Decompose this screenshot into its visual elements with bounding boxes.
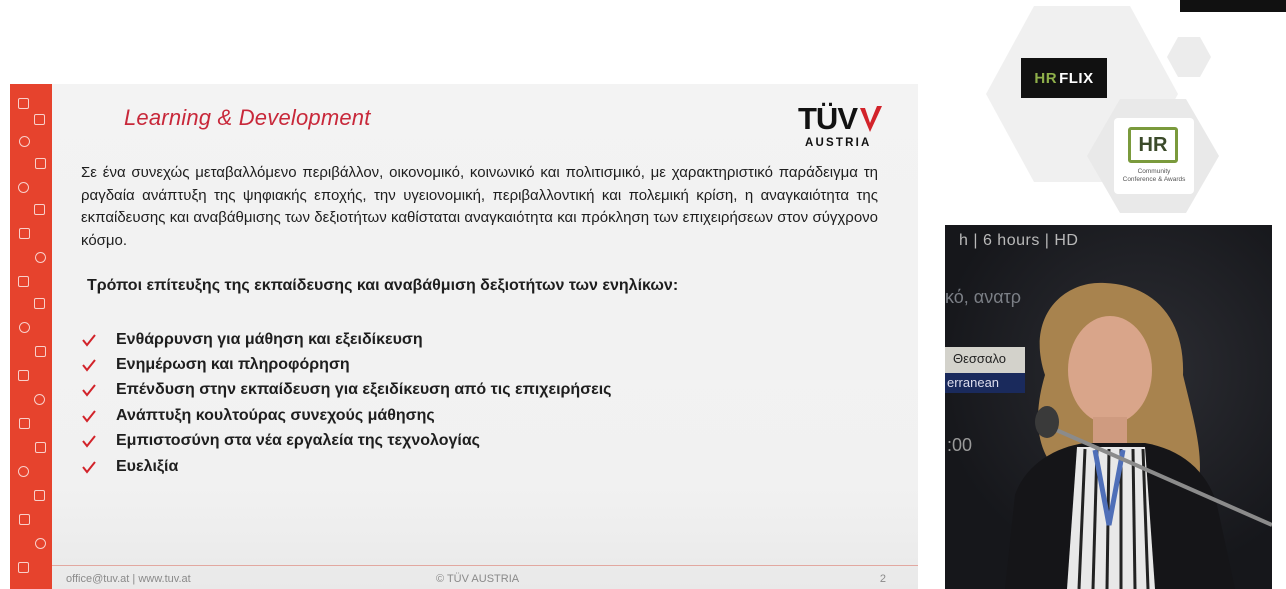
footer-contact: office@tuv.at | www.tuv.at	[66, 573, 191, 585]
strip-pattern-icon	[18, 98, 29, 109]
slide-title: Learning & Development	[124, 105, 371, 130]
check-icon	[82, 460, 96, 474]
decorative-icon-strip	[10, 84, 52, 589]
strip-pattern-icon	[34, 394, 45, 405]
bullet-list	[82, 327, 612, 479]
list-item	[82, 327, 612, 352]
footer-divider	[52, 565, 918, 566]
strip-pattern-icon	[35, 346, 46, 357]
strip-pattern-icon	[18, 276, 29, 287]
sign-line-2: erranean	[947, 375, 1000, 390]
hrflix-logo	[1021, 58, 1107, 98]
logo-check-icon	[858, 104, 884, 134]
check-icon	[82, 383, 96, 397]
hr-awards-caption-2: Conference & Awards	[1122, 175, 1186, 183]
strip-pattern-icon	[19, 418, 30, 429]
strip-pattern-icon	[18, 562, 29, 573]
bullet-text: Ενημέρωση και πληροφόρηση	[116, 356, 350, 374]
strip-pattern-icon	[34, 490, 45, 501]
strip-pattern-icon	[35, 252, 46, 263]
tuv-austria-logo	[798, 102, 882, 152]
strip-pattern-icon	[19, 136, 30, 147]
check-icon	[82, 333, 96, 347]
strip-pattern-icon	[19, 322, 30, 333]
bullet-text: Επένδυση στην εκπαίδευση για εξειδίκευση από τις επιχειρήσεις	[116, 381, 612, 399]
strip-pattern-icon	[18, 182, 29, 193]
video-overlay-top: h | 6 hours | HD	[959, 232, 1079, 249]
presentation-slide	[10, 84, 918, 589]
speaker-video[interactable]	[945, 225, 1272, 589]
bullet-text: Εμπιστοσύνη στα νέα εργαλεία της τεχνολογίας	[116, 432, 480, 450]
footer-copyright: © TÜV AUSTRIA	[436, 573, 520, 585]
logo-subtitle: AUSTRIA	[805, 137, 872, 149]
speaker-figure	[945, 225, 1272, 589]
strip-pattern-icon	[18, 466, 29, 477]
sign-line-1: Θεσσαλο	[953, 351, 1007, 366]
strip-pattern-icon	[18, 370, 29, 381]
list-item	[82, 454, 612, 479]
hr-badge: HR	[1128, 127, 1178, 163]
bullet-text: Ευελιξία	[116, 457, 179, 475]
bullet-text: Ανάπτυξη κουλτούρας συνεχούς μάθησης	[116, 406, 435, 424]
check-icon	[82, 409, 96, 423]
list-item	[82, 378, 612, 403]
list-item	[82, 352, 612, 377]
check-icon	[82, 358, 96, 372]
strip-pattern-icon	[34, 114, 45, 125]
hr-awards-caption-1: Community	[1137, 168, 1171, 175]
page-number: 2	[879, 573, 886, 585]
hexagon-decoration-small	[1166, 36, 1212, 78]
video-overlay-line: κό, ανατρ	[945, 287, 1021, 307]
hr-awards-caption	[1114, 168, 1194, 183]
strip-pattern-icon	[34, 204, 45, 215]
strip-pattern-icon	[34, 298, 45, 309]
hrflix-flix: FLIX	[1059, 69, 1094, 87]
strip-pattern-icon	[35, 158, 46, 169]
hr-awards-logo	[1114, 118, 1194, 194]
list-item	[82, 429, 612, 454]
hrflix-hr: HR	[1034, 69, 1058, 87]
strip-pattern-icon	[35, 538, 46, 549]
strip-pattern-icon	[19, 228, 30, 239]
strip-pattern-icon	[35, 442, 46, 453]
slide-footer	[66, 571, 906, 589]
bullet-text: Ενθάρρυνση για μάθηση και εξειδίκευση	[116, 330, 423, 348]
strip-pattern-icon	[19, 514, 30, 525]
corner-tab	[1180, 0, 1286, 12]
list-item	[82, 403, 612, 428]
section-subheading: Τρόποι επίτευξης της εκπαίδευσης και αναβάθμιση δεξιοτήτων των ενηλίκων:	[87, 277, 679, 294]
intro-paragraph: Σε ένα συνεχώς μεταβαλλόμενο περιβάλλον, οικονομικό, κοινωνικό και πολιτισμικό, με χαρακτηριστικό παράδειγμα τη ραγδαία ανάπτυξη της ψηφιακής εποχής, την υγειονομική, περιβαλλοντική και πολεμική κρίση, η αναγκαιότητα της εκπαίδευσης και αναβάθμισης των δεξιοτήτων καθίσταται αναγκαιότητα και πρόκληση των επιχειρήσεων στον σύγχρονο κόσμο.	[81, 164, 878, 249]
check-icon	[82, 434, 96, 448]
logo-wordmark: TÜV	[798, 101, 857, 136]
video-time-fragment: :00	[947, 435, 973, 455]
